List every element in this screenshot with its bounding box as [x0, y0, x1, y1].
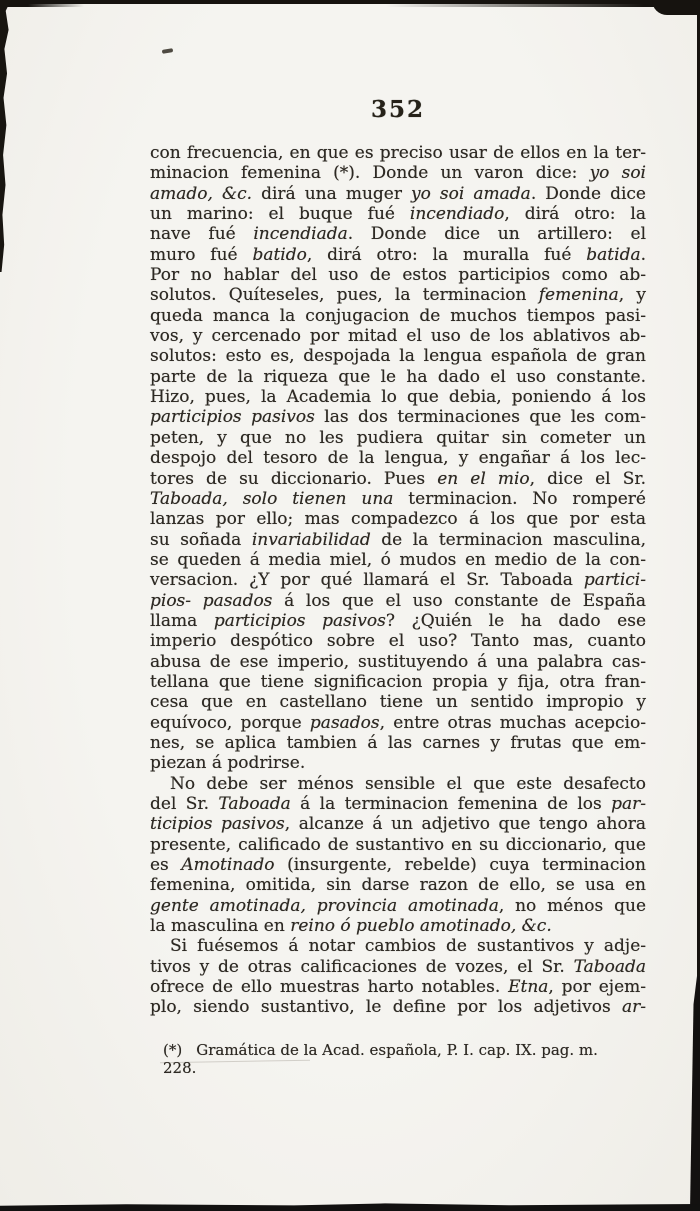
- text-line: participios pasivos las dos terminaciones que les com-: [150, 407, 646, 428]
- text-line: tivos y de otras calificaciones de vozes, el Sr. Taboada: [150, 956, 646, 977]
- page-number: 352: [370, 96, 425, 123]
- scan-edge-bottom: [0, 1203, 700, 1211]
- text-line: Por no hablar del uso de estos participios como ab-: [150, 265, 646, 286]
- text-line: presente, calificado de sustantivo en su diccionario, que: [150, 834, 646, 855]
- text-line: vos, y cercenado por mitad el uso de los ablativos ab-: [150, 326, 646, 347]
- text-line: llama participios pasivos? ¿Quién le ha dado ese: [150, 610, 646, 631]
- text-line: lanzas por ello; mas compadezco á los que por esta: [150, 509, 646, 530]
- text-line: piezan á podrirse.: [150, 753, 306, 774]
- text-line: femenina, omitida, sin darse razon de ello, se usa en: [150, 875, 646, 896]
- text-line: amado, &c. dirá una muger yo soi amada. Donde dice: [150, 183, 646, 204]
- text-line: tellana que tiene significacion propia y fija, otra fran-: [150, 671, 646, 692]
- text-line: plo, siendo sustantivo, le define por los adjetivos ar-: [150, 997, 646, 1018]
- text-line: ticipios pasivos, alcanze á un adjetivo que tengo ahora: [150, 814, 646, 835]
- text-line: abusa de ese imperio, sustituyendo á una palabra cas-: [150, 651, 646, 672]
- ink-smudge: [162, 48, 173, 54]
- scan-edge-right-bottom: [690, 976, 700, 1211]
- scan-corner-top-right: [652, 0, 700, 15]
- text-line: Taboada, solo tienen una terminacion. No romperé: [150, 488, 646, 509]
- text-line: Hizo, pues, la Academia lo que debia, poniendo á los: [150, 387, 646, 408]
- text-line: Si fuésemos á notar cambios de sustantivos y adje-: [170, 936, 646, 957]
- text-line: tores de su diccionario. Pues en el mio, dice el Sr.: [150, 468, 647, 489]
- text-line: parte de la riqueza que le ha dado el uso constante.: [150, 366, 646, 387]
- text-line: se queden á media miel, ó mudos en medio de la con-: [150, 549, 646, 570]
- text-line: un marino: el buque fué incendiado, dirá otro: la: [150, 204, 646, 225]
- text-line: la masculina en reino ó pueblo amotinado, &c.: [150, 916, 552, 937]
- scan-edge-left: [0, 0, 11, 272]
- footnote-text: Gramática de la Acad. española, P. I. cap. IX. pag. m. 228.: [163, 1041, 598, 1077]
- footnote-marker: (*): [163, 1041, 183, 1059]
- text-line: pios- pasados á los que el uso constante de España: [150, 590, 646, 611]
- text-line: minacion femenina (*). Donde un varon dice: yo soi: [150, 163, 646, 184]
- page-body: [150, 143, 646, 1018]
- scan-edge-top-fade: [0, 4, 700, 7]
- text-line: su soñada invariabilidad de la terminacion masculina,: [150, 529, 646, 550]
- text-line: peten, y que no les pudiera quitar sin cometer un: [150, 427, 646, 448]
- text-line: muro fué batido, dirá otro: la muralla fué batida.: [150, 244, 646, 265]
- text-line: versacion. ¿Y por qué llamará el Sr. Taboada partici-: [150, 570, 646, 591]
- text-line: despojo del tesoro de la lengua, y engañar á los lec-: [150, 448, 646, 469]
- text-line: es Amotinado (insurgente, rebelde) cuya terminacion: [150, 855, 646, 876]
- text-line: del Sr. Taboada á la terminacion femenina de los par-: [150, 794, 646, 814]
- text-line: gente amotinada, provincia amotinada, no ménos que: [150, 895, 647, 916]
- text-line: cesa que en castellano tiene un sentido impropio y: [150, 692, 646, 713]
- text-line: nes, se aplica tambien á las carnes y frutas que em-: [150, 732, 646, 753]
- text-line: nave fué incendiada. Donde dice un artillero: el: [150, 224, 647, 245]
- text-line: No debe ser ménos sensible el que este desafecto: [170, 773, 646, 794]
- text-line: solutos: esto es, despojada la lengua española de gran: [150, 346, 646, 367]
- text-line: ofrece de ello muestras harto notables. Etna, por ejem-: [150, 977, 646, 998]
- footnote: [163, 1041, 633, 1077]
- text-line: solutos. Quíteseles, pues, la terminacion femenina, y: [150, 285, 646, 306]
- text-line: queda manca la conjugacion de muchos tiempos pasi-: [150, 305, 646, 326]
- text-line: con frecuencia, en que es preciso usar de ellos en la ter-: [150, 143, 646, 163]
- text-line: equívoco, porque pasados, entre otras muchas acepcio-: [150, 712, 646, 733]
- text-line: imperio despótico sobre el uso? Tanto mas, cuanto: [150, 631, 646, 652]
